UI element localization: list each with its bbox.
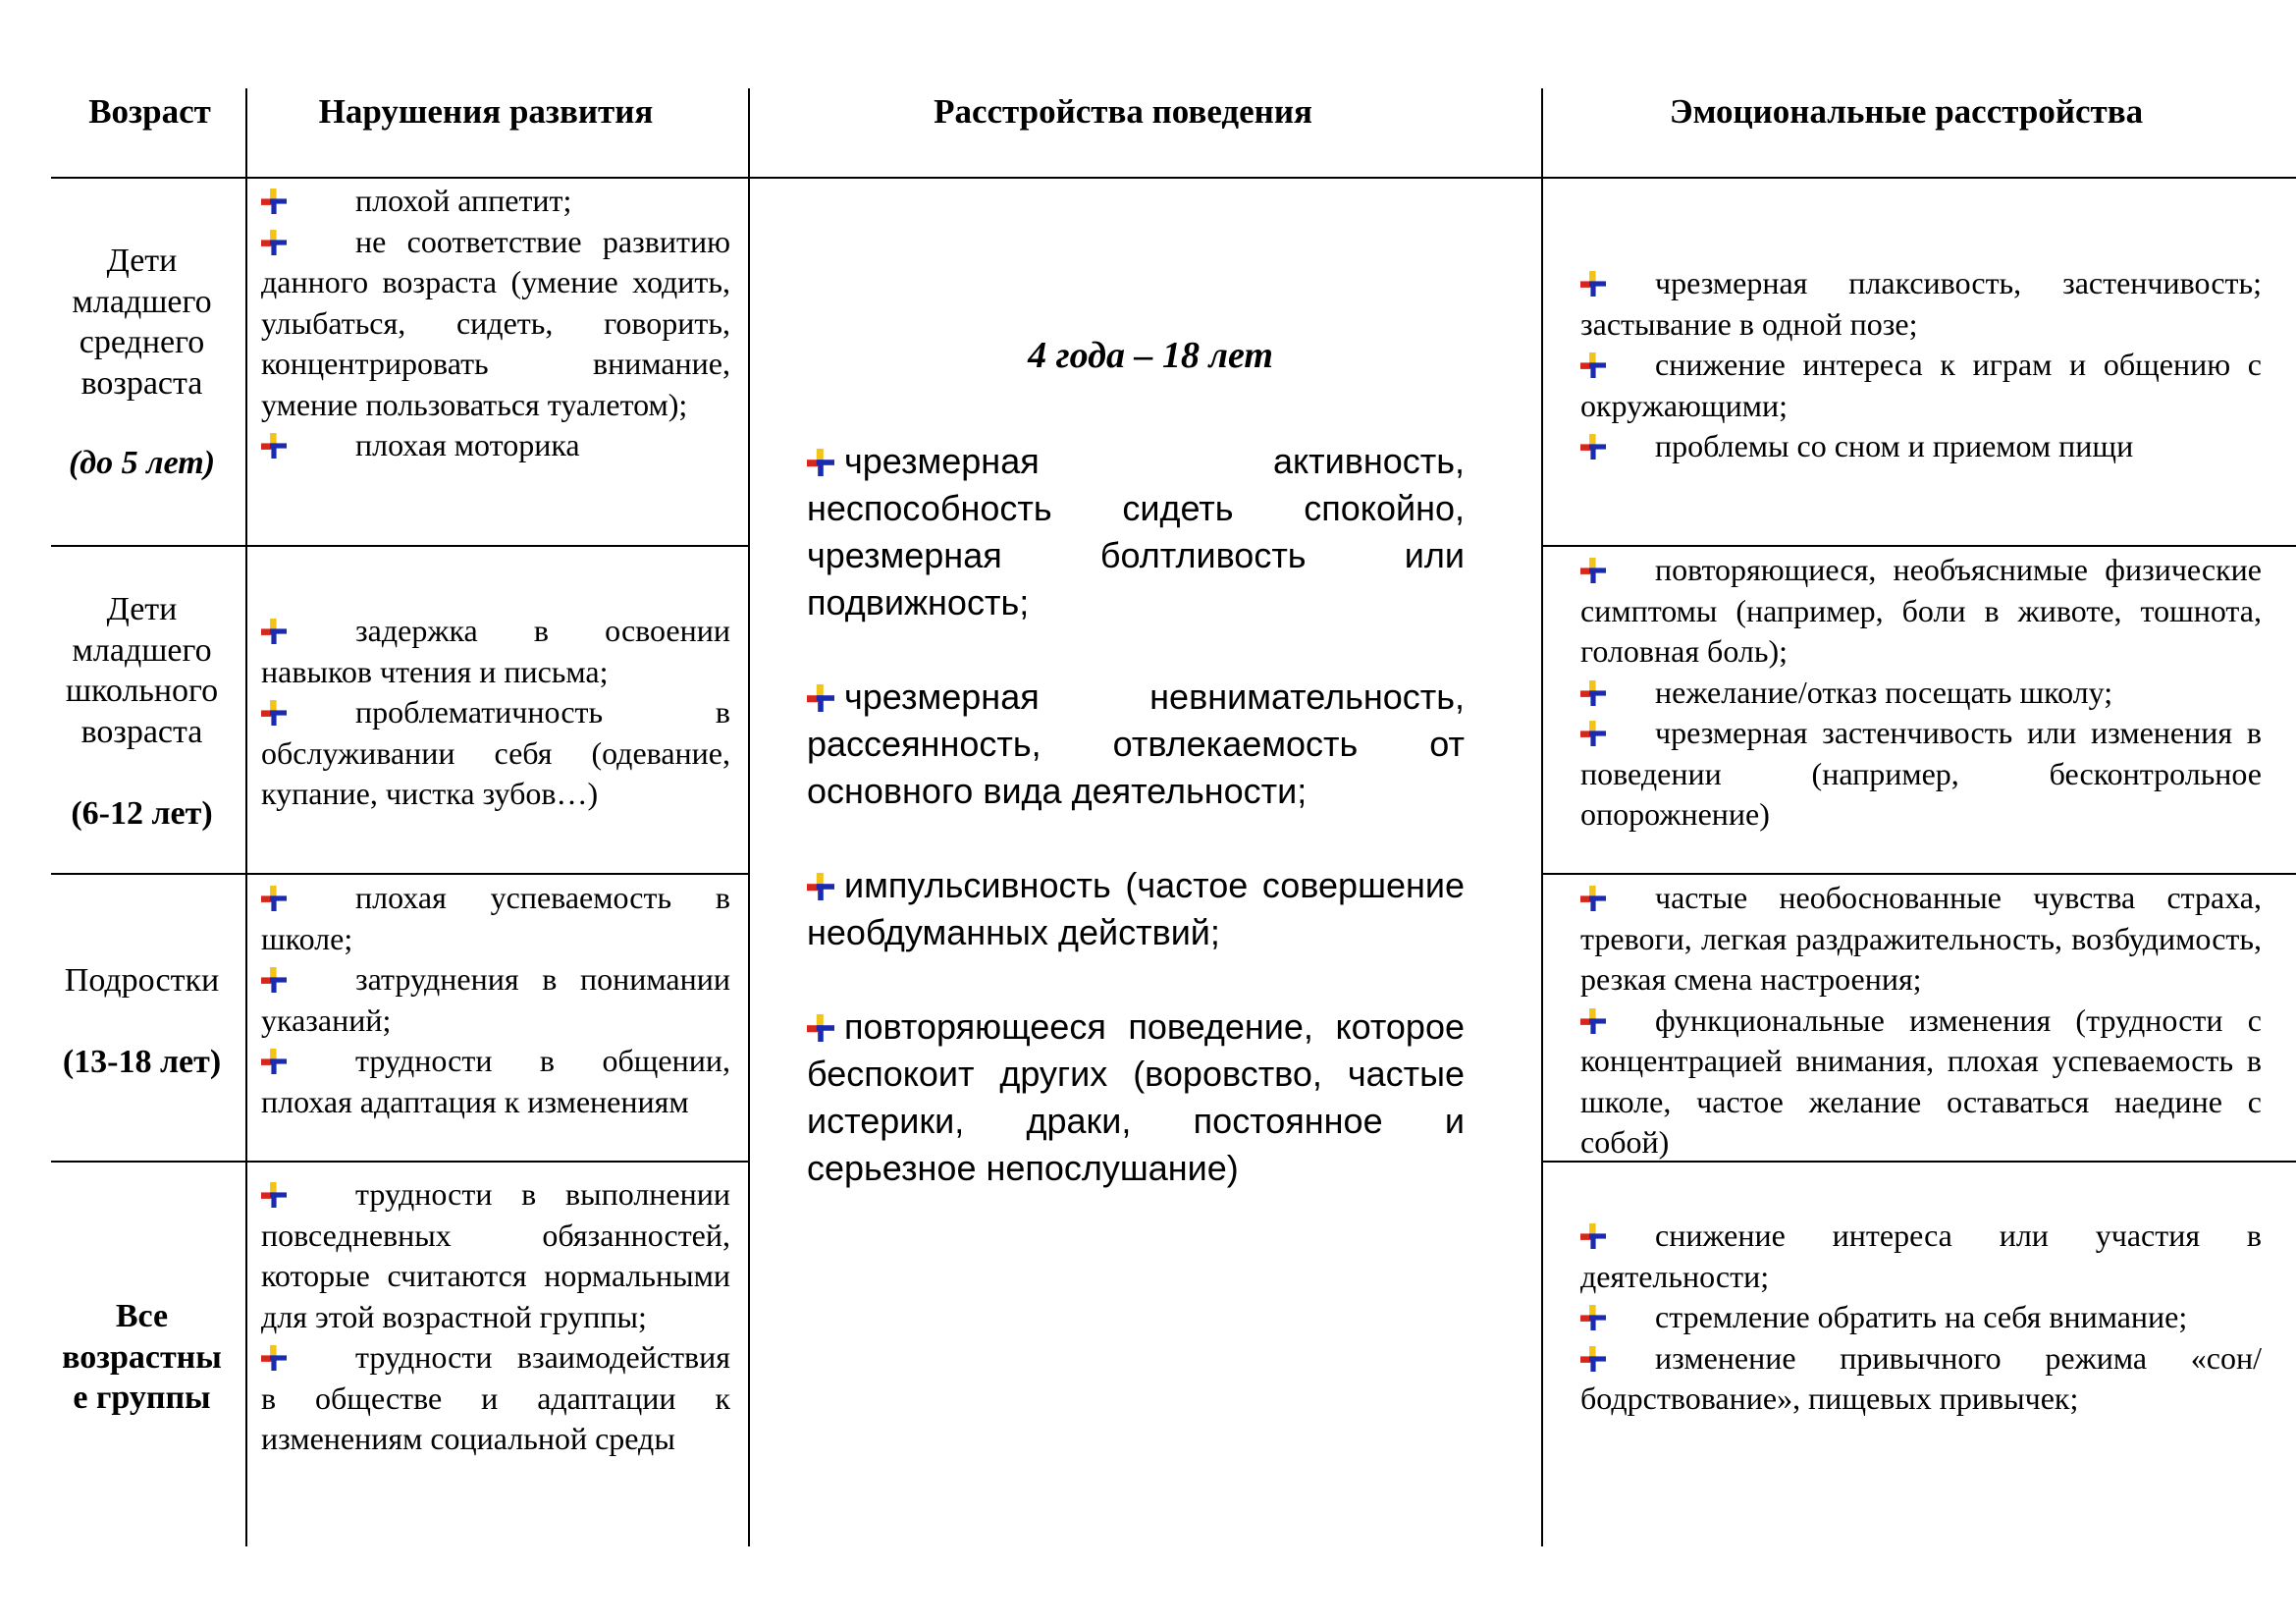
list-item [261,222,730,426]
plus-square-bullet-icon [261,230,287,255]
list-item-text: функциональные изменения (трудности с концентрацией внимания, плохая успеваемость в школе, частое желание оставаться наедине с собой) [1580,1001,2262,1160]
plus-square-bullet-icon [807,449,834,476]
list-item-text: затруднения в понимании указаний; [261,961,730,1038]
list-item [261,1337,730,1460]
list-item-text: частые необоснованные чувства страха, тревоги, легкая раздражительность, возбудимость, резкая смена настроения; [1580,880,2262,997]
plus-square-bullet-icon [261,433,287,459]
dev-cell-1 [261,181,730,466]
list-item [1580,263,2262,345]
list-item-text: повторяющиеся, необъяснимые физические симптомы (например, боли в животе, тошнота, головная боль); [1580,552,2262,669]
age-range: (13-18 лет) [62,1043,222,1080]
list-item-text: трудности взаимодействия в обществе и адаптации к изменениям социальной среды [261,1339,730,1456]
plus-square-bullet-icon [1580,434,1606,460]
list-item [261,1041,730,1122]
list-item-text: чрезмерная плаксивость, застенчивость; застывание в одной позе; [1580,265,2262,342]
list-item [1580,1216,2262,1297]
header-emotional: Эмоциональные расстройства [1669,92,2144,131]
plus-square-bullet-icon [807,684,834,712]
list-item-text: плохая моторика [355,427,580,462]
header-rule [51,177,2296,179]
list-item-text: повторяющееся поведение, которое беспокоит других (воровство, частые истерики, драки, постоянное и серьезное непослушание) [807,1006,1465,1188]
list-item [261,181,730,222]
list-item-text: трудности в общении, плохая адаптация к изменениям [261,1043,730,1119]
plus-square-bullet-icon [261,619,287,644]
age-cell-3 [51,960,233,1082]
list-item [261,611,730,692]
col-divider-1 [245,88,247,1546]
row-divider-left-1 [51,545,750,547]
list-item-text: импульсивность (частое совершение необдуманных действий; [807,865,1465,952]
list-item-text: нежелание/отказ посещать школу; [1655,674,2113,710]
plus-square-bullet-icon [807,873,834,900]
list-item-text: проблематичность в обслуживании себя (одевание, купание, чистка зубов…) [261,694,730,811]
header-age: Возраст [88,92,211,131]
list-item [1580,550,2262,673]
plus-square-bullet-icon [1580,1346,1606,1372]
age-range: (6-12 лет) [71,795,213,832]
list-item-text: изменение привычного режима «сон/бодрствование», пищевых привычек; [1580,1339,2262,1416]
age-cell-1 [51,241,233,484]
emo-cell-1 [1580,263,2262,467]
plus-square-bullet-icon [261,189,287,214]
header-behavior: Расстройства поведения [934,92,1312,131]
age-label: Дети младшего школьного возраста [65,591,219,750]
list-item-text: стремление обратить на себя внимание; [1655,1299,2188,1334]
list-item [1580,345,2262,426]
col-divider-3 [1541,88,1543,1546]
list-item [807,862,1465,956]
row-divider-right-1 [1541,545,2296,547]
plus-square-bullet-icon [1580,1008,1606,1034]
list-item [1580,426,2262,467]
behavior-list [807,438,1465,1192]
list-item [807,1003,1465,1192]
plus-square-bullet-icon [261,1049,287,1074]
list-item-text: чрезмерная невнимательность, рассеянность, отвлекаемость от основного вида деятельности; [807,677,1465,811]
dev-cell-2 [261,611,730,815]
list-item [1580,713,2262,836]
list-item [261,425,730,466]
list-item-text: проблемы со сном и приемом пищи [1655,428,2134,463]
plus-square-bullet-icon [1580,558,1606,583]
emo-cell-4 [1580,1216,2262,1420]
list-item-text: трудности в выполнении повседневных обязанностей, которые считаются нормальными для этой возрастной группы; [261,1176,730,1334]
emo-cell-2 [1580,550,2262,836]
header-dev: Нарушения развития [318,92,654,131]
age-cell-4 [51,1296,233,1419]
list-item [261,878,730,959]
plus-square-bullet-icon [261,700,287,726]
list-item [261,1174,730,1337]
plus-square-bullet-icon [261,1345,287,1371]
list-item-text: снижение интереса или участия в деятельности; [1580,1218,2262,1294]
col-divider-2 [748,88,750,1546]
dev-cell-3 [261,878,730,1122]
list-item [807,674,1465,815]
list-item [261,959,730,1041]
list-item-text: задержка в освоении навыков чтения и письма; [261,613,730,689]
dev-cell-4 [261,1174,730,1460]
list-item-text: чрезмерная застенчивость или изменения в поведении (например, бесконтрольное опорожнение) [1580,715,2262,832]
list-item-text: снижение интереса к играм и общению с окружающими; [1580,347,2262,423]
plus-square-bullet-icon [261,1182,287,1208]
plus-square-bullet-icon [1580,721,1606,746]
row-divider-left-3 [51,1161,750,1163]
list-item-text: плохая успеваемость в школе; [261,880,730,956]
list-item [807,438,1465,626]
list-item [1580,673,2262,714]
plus-square-bullet-icon [261,967,287,993]
list-item [1580,878,2262,1001]
plus-square-bullet-icon [1580,1305,1606,1330]
list-item [1580,1338,2262,1420]
row-divider-right-2 [1541,873,2296,875]
plus-square-bullet-icon [807,1014,834,1042]
age-label: Дети младшего среднего возраста [72,243,212,402]
plus-square-bullet-icon [1580,271,1606,297]
list-item-text: чрезмерная активность, неспособность сидеть спокойно, чрезмерная болтливость или подвижность; [807,441,1465,623]
age-label: Все возрастны е группы [62,1298,222,1416]
age-label: Подростки [64,962,220,999]
list-item-text: не соответствие развитию данного возраста (умение ходить, улыбаться, сидеть, говорить, концентрировать внимание, умение пользоваться туалетом); [261,223,730,422]
list-item [261,692,730,815]
plus-square-bullet-icon [1580,680,1606,706]
row-divider-left-2 [51,873,750,875]
plus-square-bullet-icon [1580,352,1606,378]
plus-square-bullet-icon [1580,886,1606,911]
behavior-cell [807,332,1465,1239]
list-item-text: плохой аппетит; [355,183,572,218]
list-item [1580,1297,2262,1338]
list-item [1580,1001,2262,1164]
plus-square-bullet-icon [1580,1223,1606,1249]
plus-square-bullet-icon [261,886,287,911]
emo-cell-3 [1580,878,2262,1164]
age-range: (до 5 лет) [68,445,216,481]
behavior-age-span: 4 года – 18 лет [1028,335,1273,376]
age-cell-2 [51,589,233,835]
